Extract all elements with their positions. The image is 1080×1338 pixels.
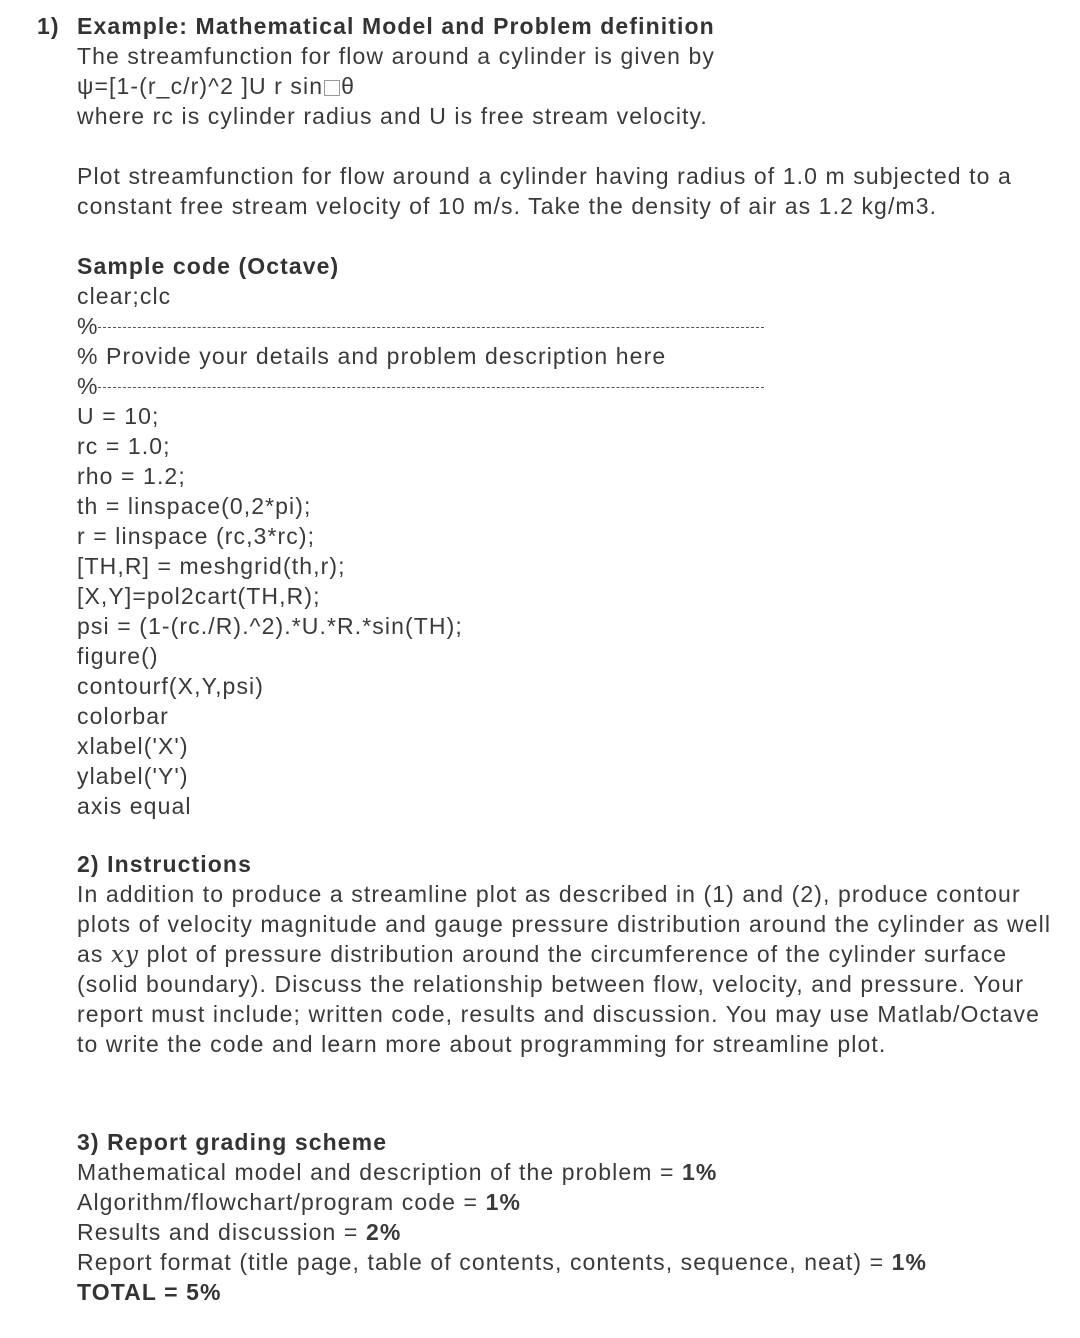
- grading-item-label: Algorithm/flowchart/program code =: [77, 1189, 486, 1215]
- code-line: U = 10;: [77, 403, 160, 429]
- section3-heading: 3) Report grading scheme: [77, 1129, 388, 1155]
- grading-item-label: Report format (title page, table of contents, contents, sequence, neat) =: [77, 1249, 892, 1275]
- code-comment-line: %: [77, 373, 99, 399]
- grading-item: [77, 1187, 521, 1217]
- code-line: rho = 1.2;: [77, 463, 186, 489]
- grading-item: [77, 1217, 401, 1247]
- code-line: psi = (1-(rc./R).^2).*U.*R.*sin(TH);: [77, 613, 463, 639]
- grading-item: [77, 1157, 717, 1187]
- instructions-text: as: [77, 941, 111, 967]
- grading-item-value: 2%: [365, 1219, 402, 1245]
- grading-item-value: 1%: [891, 1249, 928, 1275]
- sample-code-heading: Sample code (Octave): [77, 253, 340, 279]
- streamfunction-formula: [77, 71, 355, 101]
- instructions-line: plots of velocity magnitude and gauge pressure distribution around the cylinder as well: [77, 911, 1052, 937]
- section1-heading: Example: Mathematical Model and Problem definition: [77, 13, 715, 39]
- section1-where: where rc is cylinder radius and U is free stream velocity.: [77, 103, 708, 129]
- instructions-line: In addition to produce a streamline plot as described in (1) and (2), produce contour: [77, 881, 1021, 907]
- code-line: colorbar: [77, 703, 169, 729]
- grading-item-label: Mathematical model and description of the problem =: [77, 1159, 683, 1185]
- code-line: ylabel('Y'): [77, 763, 189, 789]
- grading-total: TOTAL = 5%: [77, 1279, 222, 1305]
- grading-item: [77, 1247, 927, 1277]
- code-line: [TH,R] = meshgrid(th,r);: [77, 553, 346, 579]
- comment-dashes: [98, 327, 764, 328]
- code-line: contourf(X,Y,psi): [77, 673, 265, 699]
- code-line: th = linspace(0,2*pi);: [77, 493, 312, 519]
- code-line: axis equal: [77, 793, 192, 819]
- code-line: figure(): [77, 643, 159, 669]
- missing-glyph-icon: [324, 80, 340, 96]
- code-line: r = linspace (rc,3*rc);: [77, 523, 316, 549]
- grading-item-value: 1%: [485, 1189, 522, 1215]
- instructions-text: plot of pressure distribution around the circumference of the cylinder surface: [139, 941, 1008, 967]
- problem-line-1: Plot streamfunction for flow around a cylinder having radius of 1.0 m subjected to a: [77, 163, 1012, 189]
- section2-heading: 2) Instructions: [77, 851, 252, 877]
- code-comment-line: % Provide your details and problem description here: [77, 343, 667, 369]
- code-line: [X,Y]=pol2cart(TH,R);: [77, 583, 321, 609]
- code-line: clear;clc: [77, 283, 172, 309]
- grading-item-label: Results and discussion =: [77, 1219, 366, 1245]
- grading-item-value: 1%: [682, 1159, 718, 1185]
- code-line: rc = 1.0;: [77, 433, 171, 459]
- code-comment-line: %: [77, 313, 99, 339]
- section1-number: 1): [37, 13, 60, 39]
- formula-right: θ: [341, 73, 356, 99]
- formula-left: ψ=[1-(r_c/r)^2 ]U r sin: [77, 73, 324, 99]
- xy-symbol: xy: [110, 942, 140, 968]
- code-line: xlabel('X'): [77, 733, 189, 759]
- problem-line-2: constant free stream velocity of 10 m/s. Take the density of air as 1.2 kg/m3.: [77, 193, 938, 219]
- instructions-line: to write the code and learn more about programming for streamline plot.: [77, 1031, 887, 1057]
- section1-intro: The streamfunction for flow around a cylinder is given by: [77, 43, 715, 69]
- instructions-line: [77, 939, 1007, 970]
- comment-dashes: [98, 387, 764, 388]
- instructions-line: report must include; written code, results and discussion. You may use Matlab/Octave: [77, 1001, 1041, 1027]
- instructions-line: (solid boundary). Discuss the relationship between flow, velocity, and pressure. Your: [77, 971, 1025, 997]
